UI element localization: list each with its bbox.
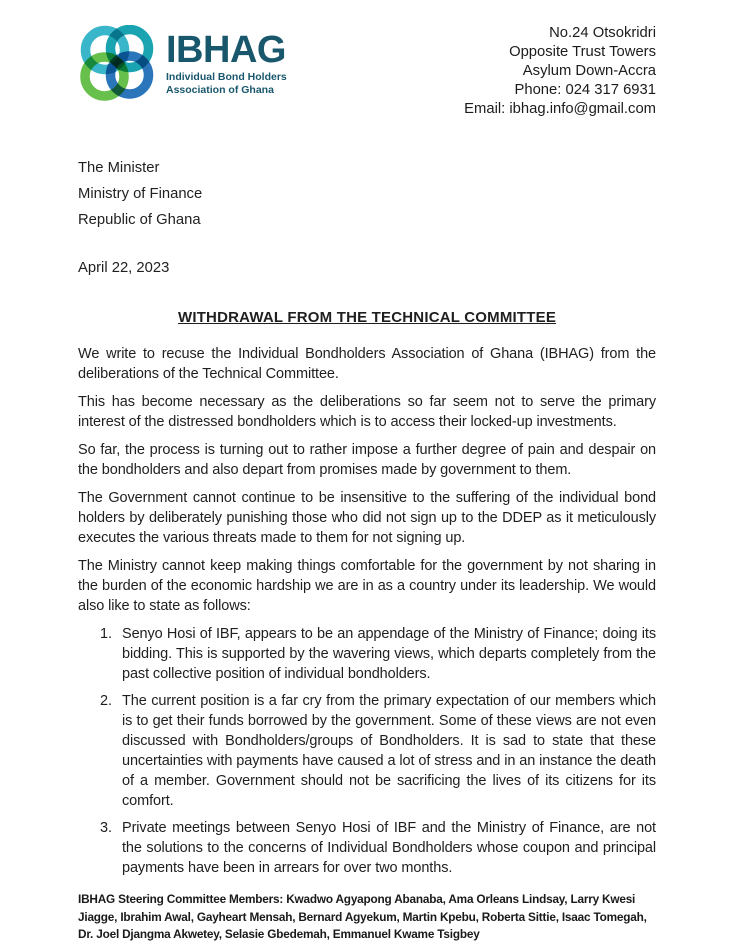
- date-line: April 22, 2023: [78, 260, 170, 276]
- list-item-3-number: 3.: [100, 820, 112, 836]
- list-item-2-text: The current position is a far cry from the primary expectation of our members which is to get their funds borrowed by the government. Some of these views are not even discussed with Bondholders/groups of Bondholders. It is sad to state that these uncertainties with payments have caused a lot of stress and in an instance the death of a member. Government should not be sacrificing the lives of its citizens for its comfort.: [122, 693, 656, 809]
- letter-title-text: WITHDRAWAL FROM THE TECHNICAL COMMITTEE: [177, 309, 557, 326]
- letter-title: [78, 308, 656, 328]
- paragraph-5: The Ministry cannot keep making things comfortable for the government by not sharing in the burden of the economic hardship we are in as a country under its leadership. We would also like to state as follows:: [78, 558, 656, 614]
- letterhead: [78, 22, 656, 115]
- address-email: Email: ibhag.info@gmail.com: [464, 101, 656, 117]
- list-item-3: [78, 818, 656, 878]
- address-landmark: Opposite Trust Towers: [509, 44, 656, 60]
- ibhag-logo: [78, 25, 287, 107]
- letter-body: [78, 344, 656, 878]
- logo-tagline-line1: Individual Bond Holders: [166, 71, 287, 83]
- logo-tagline: [166, 71, 287, 96]
- steering-committee-note: IBHAG Steering Committee Members: Kwadwo Agyapong Abanaba, Ama Orleans Lindsay, Larry Kwesi Jiagge, Ibrahim Awal, Gayheart Mensah, Bernard Agyekum, Martin Kpebu, Roberta Sittie, Isaac Tomegah, Dr. Joel Djangma Akwetey, Selasie Gbedemah, Emmanuel Kwame Tsigbey: [78, 892, 647, 941]
- list-item-2-number: 2.: [100, 693, 112, 709]
- sender-address: [464, 22, 656, 119]
- recipient-ministry: Ministry of Finance: [78, 186, 203, 202]
- logo-text: [166, 29, 287, 96]
- recipient-title: The Minister: [78, 160, 160, 176]
- list-item-1: [78, 624, 656, 684]
- address-phone: Phone: 024 317 6931: [514, 82, 656, 98]
- paragraph-4: The Government cannot continue to be insensitive to the suffering of the individual bond holders by deliberately punishing those who did not sign up to the DDEP as it meticulously executes the various threats made to them for not signing up.: [78, 490, 656, 546]
- list-item-2: [78, 691, 656, 811]
- numbered-list: [78, 624, 656, 878]
- recipient-country: Republic of Ghana: [78, 212, 201, 228]
- logo-tagline-line2: Association of Ghana: [166, 83, 274, 96]
- logo-rings-icon: [78, 25, 155, 107]
- list-item-1-number: 1.: [100, 626, 112, 642]
- list-item-1-text: Senyo Hosi of IBF, appears to be an appendage of the Ministry of Finance; doing its bidding. This is supported by the wavering views, which departs completely from the past collective position of individual bondholders.: [122, 626, 656, 682]
- paragraph-3: So far, the process is turning out to rather impose a further degree of pain and despair on the bondholders and also depart from promises made by government to them.: [78, 442, 656, 478]
- address-street: No.24 Otsokridri: [549, 25, 656, 41]
- ring-bottom-right-icon: [111, 56, 149, 94]
- logo-acronym: IBHAG: [166, 29, 286, 71]
- address-city: Asylum Down-Accra: [522, 63, 656, 79]
- recipient-block: [78, 155, 656, 233]
- paragraph-2: This has become necessary as the deliberations so far seem not to serve the primary interest of the distressed bondholders which is to access their locked-up investments.: [78, 394, 656, 430]
- paragraph-1: We write to recuse the Individual Bondholders Association of Ghana (IBHAG) from the deliberations of the Technical Committee.: [78, 346, 656, 382]
- list-item-3-text: Private meetings between Senyo Hosi of IBF and the Ministry of Finance, are not the solutions to the concerns of Individual Bondholders whose coupon and principal payments have been in arrears for over two months.: [122, 820, 656, 876]
